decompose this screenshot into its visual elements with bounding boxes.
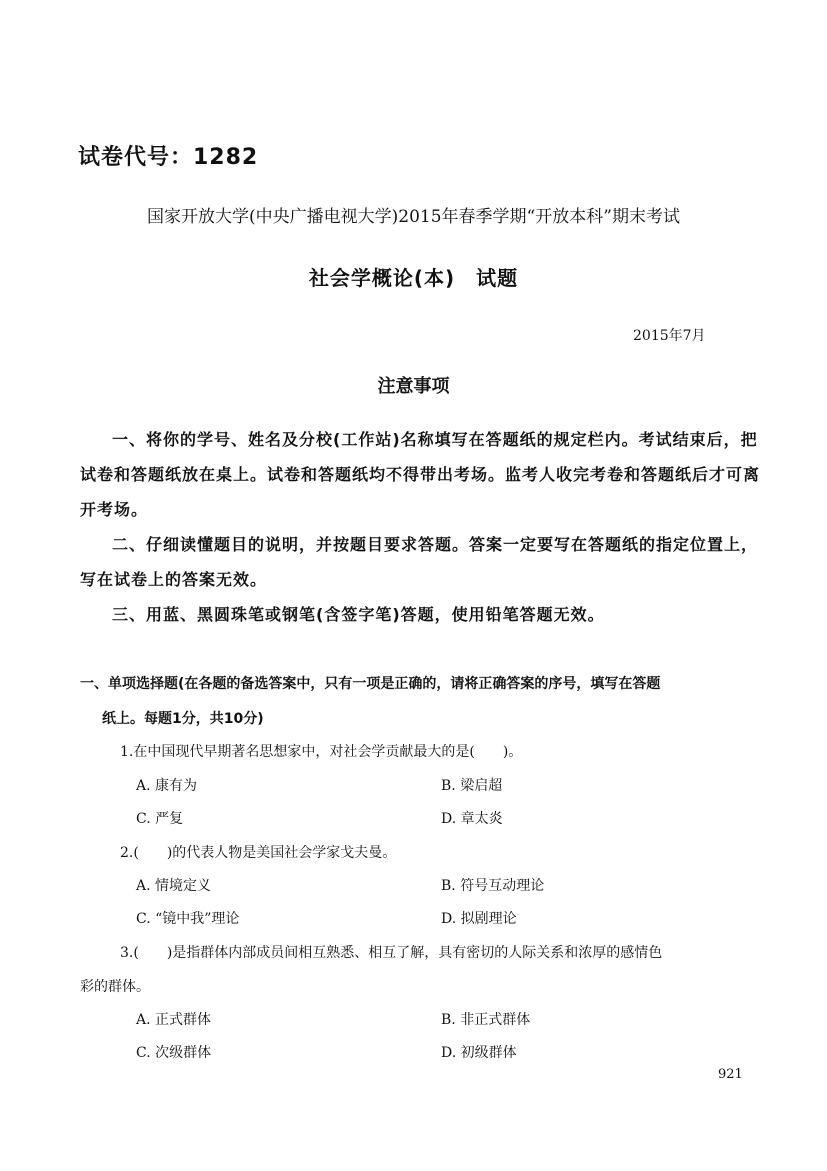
question-3-stem-line2: 彩的群体。 xyxy=(80,979,150,995)
exam-title: 社会学概论(本) 试题 xyxy=(308,266,519,290)
question-1-option-a: A. 康有为 xyxy=(136,778,198,794)
question-3-option-c: C. 次级群体 xyxy=(136,1045,212,1061)
question-2-option-a: A. 情境定义 xyxy=(136,878,212,894)
question-3-option-b: B. 非正式群体 xyxy=(441,1012,531,1028)
question-3-stem-line1: 3.( )是指群体内部成员间相互熟悉、相互了解，具有密切的人际关系和浓厚的感情色 xyxy=(120,945,663,961)
question-1-stem: 1.在中国现代早期著名思想家中，对社会学贡献最大的是( )。 xyxy=(120,744,523,760)
page-number: 921 xyxy=(718,1067,743,1082)
notice-item-2: 二、仔细读懂题目的说明，并按题目要求答题。答案一定要写在答题纸的指定位置上，写在试卷上的答案无效。 xyxy=(80,535,759,589)
question-1-option-d: D. 章太炎 xyxy=(441,811,503,827)
section-heading-line1: 一、单项选择题(在各题的备选答案中，只有一项是正确的，请将正确答案的序号，填写在答题 xyxy=(80,676,661,692)
paper-code: 试卷代号：1282 xyxy=(78,145,259,170)
notice-item-1: 一、将你的学号、姓名及分校(工作站)名称填写在答题纸的规定栏内。考试结束后，把试卷和答题纸放在桌上。试卷和答题纸均不得带出考场。监考人收完考卷和答题纸后才可离开考场。 xyxy=(80,430,761,519)
notice-item-3: 三、用蓝、黑圆珠笔或钢笔(含签字笔)答题，使用铅笔答题无效。 xyxy=(112,605,605,624)
notice-heading: 注意事项 xyxy=(377,376,450,397)
question-3-option-a: A. 正式群体 xyxy=(136,1012,212,1028)
question-1-option-b: B. 梁启超 xyxy=(441,778,503,794)
question-2-stem: 2.( )的代表人物是美国社会学家戈夫曼。 xyxy=(120,845,397,861)
exam-date: 2015年7月 xyxy=(633,328,706,344)
question-3-option-d: D. 初级群体 xyxy=(441,1045,517,1061)
institution-line: 国家开放大学(中央广播电视大学)2015年春季学期“开放本科”期末考试 xyxy=(147,207,680,227)
section-heading-line2: 纸上。每题1分，共10分) xyxy=(102,711,264,727)
question-1-option-c: C. 严复 xyxy=(136,811,184,827)
question-2-option-c: C. “镜中我”理论 xyxy=(136,911,240,927)
question-2-option-b: B. 符号互动理论 xyxy=(441,878,545,894)
question-2-option-d: D. 拟剧理论 xyxy=(441,911,517,927)
